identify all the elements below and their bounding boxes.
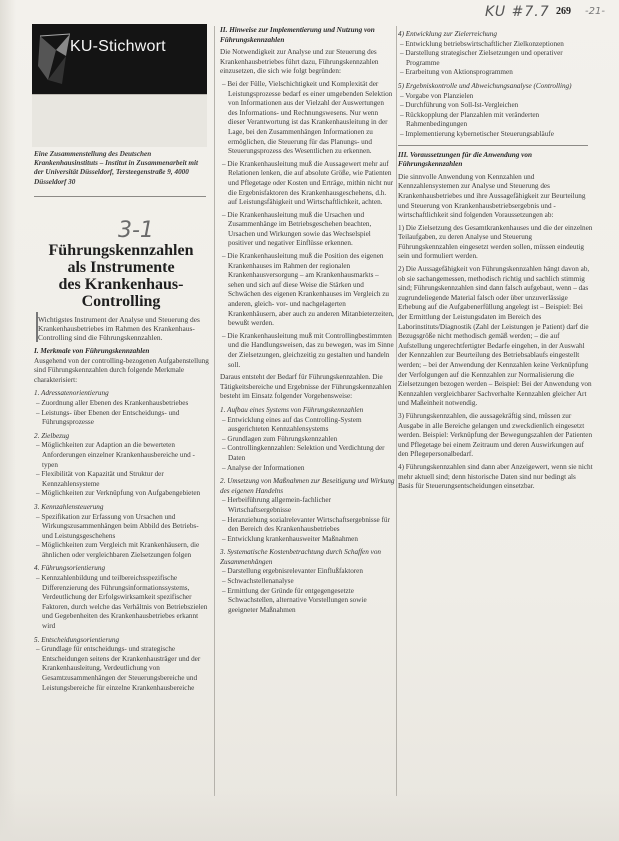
- section-heading: III. Voraussetzungen für die Anwendung von Führungskennzahlen: [398, 150, 532, 169]
- list-item: – Möglichkeiten zur Adaption an die bewerteten Anforderungen einzelner Krankenhausbereiche und -typen: [36, 441, 195, 469]
- list-item: – Entwicklung eines auf das Controlling-System ausgerichteten Kennzahlensystems: [222, 415, 362, 434]
- list-item: – Heranziehung sozialrelevanter Wirtschaftsergebnisse für den Bereich des Krankenhausbetriebes: [222, 515, 390, 534]
- list-item: – Entwicklung betriebswirtschaftlicher Zielkonzeptionen: [400, 39, 564, 48]
- list-item: – Grundlagen zum Führungskennzahlen: [222, 434, 338, 443]
- list-item: – Darstellung ergebnisrelevanter Einflußfaktoren: [222, 567, 363, 576]
- section-heading: II. Hinweise zur Implementierung und Nutzung von Führungskennzahlen: [220, 26, 375, 44]
- column-divider: [396, 26, 397, 796]
- kicker-intro: Eine Zusammenstellung des Deutschen Krankenhausinstituts – Institut in Zusammenarbeit mit der Universität Düsseldorf, Tersteegenstraße 9, 4000 Düsseldorf 30: [34, 150, 198, 186]
- handwritten-page-number: -21-: [585, 6, 605, 17]
- list-item: 3) Führungskennzahlen, die aussagekräftig sind, müssen zur Ausgabe in alle Bereiche gelangen und zweckdienlich eingesetzt werden. Beispiel: Verknüpfung der Bewegungszahlen der Patienten und Pflegetage bei einem Zeitraum und deren Auswirkungen auf den Pflegepersonalbedarf.: [398, 411, 593, 459]
- article-lede: Wichtigstes Instrument der Analyse und Steuerung des Krankenhausbetriebes im Rahmen des Krankenhaus-Controlling sind die Führungskennzahlen.: [38, 315, 200, 342]
- article-title: [36, 242, 206, 310]
- margin-handwriting: 3-1: [118, 218, 154, 243]
- title-line: Führungskennzahlen: [48, 242, 194, 259]
- intro-rule: [34, 196, 206, 197]
- list-item: 2) Die Aussagefähigkeit von Führungskennzahlen hängt davon ab, ob sie sachangemessen, methodisch richtig und sachlich stimmig sind; Führungskennzahlen sind dann falsch aufgebaut, wenn – das zugrundeliegende Material falsch oder über unzuverlässige Erhebung auf die Aufgabenerfüllung angelegt ist – Beispiel: Bei der Ermittlung der Leistungsdaten im Bereich des Laborinstituts/Diagnostik (Zahl der Leistungen je Patient) darf die Bezugsgröße nicht methodisch gemäß werden; – die auf Aufstellung ungerechtfertigter Bedarfe eingehen, in der Auswahl der Kennzahlen zur Beurteilung des Betriebsablaufs eingestellt werden; – bei der Anwendung der Kennzahlen keine Verknüpfung der Verfolgungen auf die Kennzahlen zur Normalisierung die Zielsetzungen bezogen werden – Beispiel: Bei der Anwendung von Kennzahlen vergleichbarer Sachverhalte Kennzahlen gleicher Art und Maßeinheit notwendig.: [398, 265, 592, 408]
- binding-shadow: [0, 0, 16, 841]
- requirements-list: [398, 224, 593, 492]
- list-item: – Vorgabe von Planzielen: [400, 91, 474, 100]
- list-item: – Möglichkeiten zum Vergleich mit Krankenhäusern, die ähnlichen oder vergleichbaren Zielsetzungen folgen: [36, 541, 200, 559]
- list-item: – Kennzahlenbildung und teilbereichsspezifische Differenzierung des Führungsinformationssystems, Verdeutlichung der Erfolgswirksamkeit spezifischer Faktoren, durch welche das Verhältnis von Betriebszielen und Gegebenheiten des Krankenhausbetriebes erkannt wird: [36, 574, 208, 631]
- step-5-block: [398, 82, 593, 140]
- list-item: – Durchführung von Soll-Ist-Vergleichen: [400, 101, 519, 110]
- list-item: – Die Krankenhausleitung muß die Ursachen und Zusammenhänge im Betriebsgeschehen beachten, Ursachen und Wirkungen sowie das Wechselspiel positiver und negativer Einflüsse erkennen.: [222, 210, 372, 248]
- list-item: – Implementierung kybernetischer Steuerungsabläufe: [400, 129, 554, 138]
- group-heading: 2. Zielbezug: [34, 431, 70, 440]
- section-rule: [398, 145, 588, 146]
- list-item: – Spezifikation zur Erfassung von Ursachen und Wirkungszusammenhängen beim Abbild des Betriebs- und Leistungsgeschehens: [36, 512, 199, 540]
- list-item: – Entwicklung krankenhausweiter Maßnahmen: [222, 534, 358, 543]
- step-4-block: [398, 30, 593, 78]
- column-middle: [220, 26, 395, 615]
- group-heading: 5) Ergebniskontrolle und Abweichungsanalyse (Controlling): [398, 81, 572, 90]
- title-line: des Krankenhaus-: [58, 276, 184, 293]
- list-item: – Die Krankenhausleitung muß mit Controllingbestimmten und die Handlungsweisen, das zu bewegen, was im Sinne der Zielsetzungen, gleichzeitig zu gestalten und handeln soll.: [222, 331, 394, 369]
- group-heading: 5. Entscheidungsorientierung: [34, 635, 120, 644]
- column-divider: [214, 26, 215, 796]
- list-item: – Bei der Fülle, Vielschichtigkeit und Komplexität der Leistungsprozesse bedarf es einer umgebenden Selektion von Informationen aus der Vielzahl der Auswertungen des Informations- und Rechnungswesens. Nur wenn dieser Verantwortung ist das Krankenhausleitung in der Lage, bei den Zusammenhängen Informationen zu ermöglichen, die Steuerung für das Planungs- und Steuerungsprozess des Wesentlichen zu erkennen.: [222, 79, 393, 156]
- list-item: – Erarbeitung von Aktionsprogrammen: [400, 68, 513, 77]
- section-intro: Die Notwendigkeit zur Analyse und zur Steuerung des Krankenhausbetriebes führt dazu, Führungskennzahlen einzusetzen, die sich wie folgt begründen:: [220, 48, 379, 76]
- title-line: als Instrumente: [67, 259, 175, 276]
- list-item: – Zuordnung aller Ebenen des Krankenhausbetriebes: [36, 398, 189, 407]
- group-heading: 2. Umsetzung von Maßnahmen zur Beseitigung und Wirkung des eigenen Handelns: [220, 477, 395, 495]
- group-heading: 1. Adressatenorientierung: [34, 389, 109, 398]
- header-photo-area: [32, 94, 207, 147]
- list-item: – Herbeiführung allgemein-fachlicher Wirtschaftsergebnisse: [222, 496, 331, 514]
- criteria-groups: [34, 389, 210, 693]
- ku-logo-icon: [36, 26, 76, 86]
- list-item: – Ermittlung der Gründe für entgegengesetzte Schwachstellen, alternative Vorstellungen sowie geeigneter Maßnahmen: [222, 586, 367, 614]
- list-item: 4) Führungskennzahlen sind dann aber Anzeigewert, wenn sie nicht mehr aktuell sind; denn historische Daten sind nur bedingt als Basis für Steuerungsentscheidungen einsetzbar.: [398, 462, 593, 491]
- bridge-paragraph: Daraus entsteht der Bedarf für Führungskennzahlen. Die Tätigkeitsbereiche und Ergebnisse der Führungskennzahlen besteht im Einsatz folgender Vorgehensweise:: [220, 373, 392, 401]
- section-intro: Ausgehend von der controlling-bezogenen Aufgabenstellung sind Führungskennzahlen durch folgende Merkmale charakterisiert:: [34, 356, 209, 384]
- list-item: – Flexibilität von Kapazität und Struktur der Kennzahlensysteme: [36, 470, 164, 488]
- list-item: – Schwachstellenanalyse: [222, 577, 294, 586]
- rationale-list: [220, 80, 395, 370]
- title-line: Controlling: [81, 293, 161, 310]
- list-item: – Analyse der Informationen: [222, 463, 305, 472]
- list-item: – Die Krankenhausleitung muß die Aussagewert mehr auf Relationen lenken, die auf absolute Größe, wie Patienten und Pflegetage oder Kosten und Erträge, mithin nicht nur die Ergebnisfaktoren des Krankenhausgeschehens, d.h. auf Leistungsfähigkeit und Wirtschaftlichkeit, achten.: [222, 159, 394, 207]
- list-item: – Möglichkeiten zur Verknüpfung von Aufgabengebieten: [36, 489, 201, 498]
- group-heading: 4. Führungsorientierung: [34, 564, 106, 573]
- archive-stamp: KU #7.7: [485, 4, 550, 20]
- procedure-steps: [220, 406, 395, 615]
- list-item: – Grundlage für entscheidungs- und strategische Entscheidungen seitens der Krankenhausträger und der Krankenhausleitung, Verdeutlichung von Gesamtzusammenhängen der Steuerungsbereiche und Leistungsbereiche für einzelne Krankenhausbereiche: [36, 645, 201, 692]
- group-heading: 4) Entwicklung zur Zielerreichung: [398, 30, 497, 38]
- section-intro: Die sinnvolle Anwendung von Kennzahlen und Kennzahlensystemen zur Analyse und Steuerung des Krankenhausbetriebes und ihre Aussagefähigkeit zur Beurteilung und Steuerung von Krankenhausbetriebsergebnis und -wirtschaftlichkeit sind folgenden Voraussetzungen ab:: [398, 172, 586, 220]
- page-bottom-shade: [0, 790, 619, 841]
- list-item: – Rückkopplung der Planzahlen mit veränderten Rahmenbedingungen: [400, 110, 540, 129]
- group-heading: 3. Kennzahlensteuerung: [34, 502, 104, 511]
- column-right: [398, 26, 593, 492]
- group-heading: 3. Systematische Kostenbetrachtung durch Schaffen von Zusammenhängen: [220, 548, 382, 566]
- section-heading: I. Merkmale von Führungskennzahlen: [34, 347, 150, 355]
- column-left: [34, 342, 210, 693]
- group-heading: 1. Aufbau eines Systems von Führungskennzahlen: [220, 405, 364, 414]
- kicker-title: KU-Stichwort: [70, 38, 166, 55]
- list-item: 1) Die Zielsetzung des Gesamtkrankenhauses und die der einzelnen Teilaufgaben, zu deren Analyse und Steuerung Führungskennzahlen eingesetzt werden sollen, müssen eindeutig sein und formuliert werden.: [398, 223, 593, 261]
- list-item: – Die Krankenhausleitung muß die Position des eigenen Krankenhauses im Rahmen der regionalen Krankenhausversorgung – am Krankenhausmarkts – sehen und sich auf diese Weise die Stärken und Schwächen des eigenen Krankenhauses im Vergleich zu anderen, gleich- vor- und nachgelagerten Krankenhäusern, aber auch zu anderen Mitanbieterzeiten, bewußt werden.: [222, 252, 394, 328]
- list-item: – Leistungs- über Ebenen der Entscheidungs- und Führungsprozesse: [36, 408, 180, 427]
- list-item: – Controllingkennzahlen: Selektion und Verdichtung der Daten: [222, 444, 385, 462]
- page-number: 269: [556, 6, 571, 17]
- list-item: – Darstellung strategischer Zielsetzungen und operativer Programme: [400, 49, 563, 67]
